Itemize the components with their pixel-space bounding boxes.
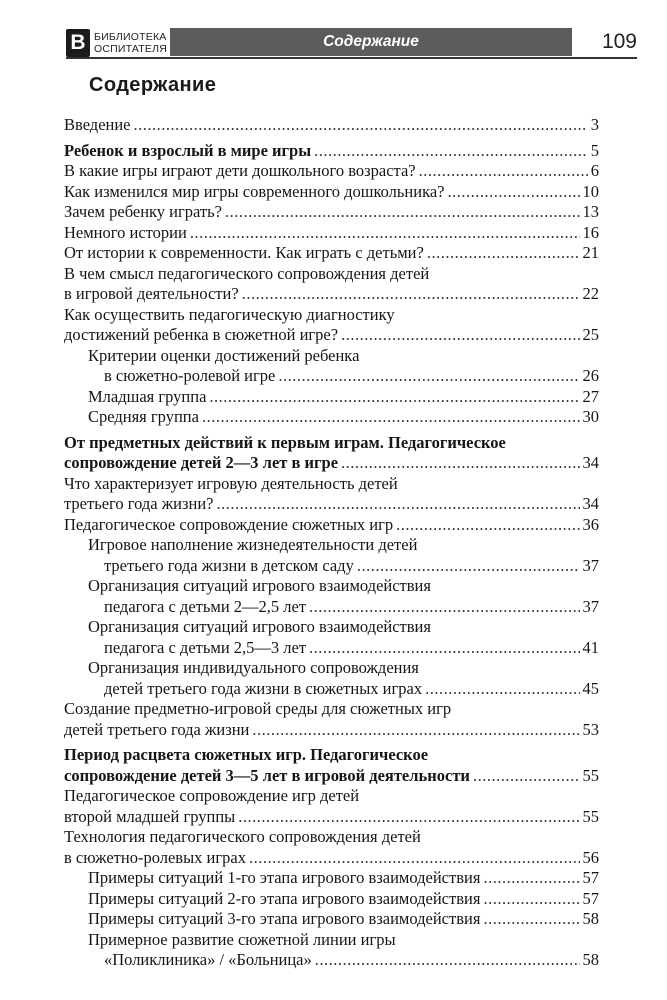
toc-page-number: 37 — [582, 555, 599, 575]
toc-page-number: 45 — [582, 678, 599, 698]
toc-entry-title: детей третьего года жизни — [64, 719, 250, 739]
toc-entry[interactable] — [64, 868, 599, 889]
toc-page-number: 37 — [582, 596, 599, 616]
toc-page-number: 16 — [582, 222, 599, 242]
toc-page-number: 10 — [582, 181, 599, 201]
toc-page-number: 55 — [582, 806, 599, 826]
toc-entry[interactable] — [64, 786, 599, 827]
toc-entry-title: Зачем ребенку играть? — [64, 202, 222, 221]
toc-entry-title: Введение — [64, 115, 131, 134]
dot-leader — [209, 387, 579, 408]
toc-entry-title-line: Период расцвета сюжетных игр. Педагогическое — [64, 745, 429, 764]
toc-entry-title-line: Как осуществить педагогическую диагностику — [64, 304, 395, 324]
toc-page-number: 6 — [590, 161, 599, 180]
toc-entry-title: В какие игры играют дети дошкольного возраста? — [64, 161, 416, 180]
toc-entry-title: От истории к современности. Как играть с детьми? — [64, 243, 424, 262]
toc-entry-title: в сюжетно-ролевых играх — [64, 847, 246, 867]
toc-page-number: 21 — [582, 243, 599, 262]
toc-entry[interactable] — [64, 827, 599, 868]
toc-entry-title: Как изменился мир игры современного дошкольника? — [64, 181, 445, 201]
toc-page-number: 57 — [582, 868, 599, 887]
logo-line-2: ОСПИТАТЕЛЯ — [94, 43, 167, 55]
toc-entry[interactable] — [64, 243, 599, 264]
dot-leader — [309, 597, 579, 618]
toc-entry[interactable] — [64, 407, 599, 428]
toc-entry[interactable] — [64, 433, 599, 474]
dot-leader — [483, 868, 579, 889]
toc-entry[interactable] — [64, 909, 599, 930]
toc-page-number: 57 — [582, 888, 599, 908]
toc-entry[interactable] — [64, 617, 599, 658]
toc-entry-title: детей третьего года жизни в сюжетных играх — [104, 678, 423, 698]
toc-entry[interactable] — [64, 535, 599, 576]
toc-page-number: 34 — [582, 453, 599, 472]
running-header — [66, 28, 637, 58]
dot-leader — [252, 720, 579, 741]
series-logo — [66, 28, 166, 58]
dot-leader — [249, 848, 580, 869]
toc-entry[interactable] — [64, 305, 599, 346]
dot-leader — [225, 202, 580, 223]
dot-leader — [419, 161, 588, 182]
dot-leader — [190, 223, 580, 244]
toc-page-number: 58 — [582, 909, 599, 928]
toc-page-number: 34 — [582, 494, 599, 513]
toc-page-number: 5 — [590, 140, 599, 160]
toc-entry-title: достижений ребенка в сюжетной игре? — [64, 325, 339, 344]
toc-entry-title-line: Организация ситуаций игрового взаимодействия — [88, 576, 431, 595]
section-title: Содержание — [323, 33, 419, 50]
toc-entry[interactable] — [64, 387, 599, 408]
dot-leader — [341, 453, 579, 474]
toc-page-number: 22 — [582, 284, 599, 303]
toc-entry-title-line: Организация ситуаций игрового взаимодействия — [88, 617, 431, 636]
toc-entry[interactable] — [64, 161, 599, 182]
toc-page-number: 25 — [582, 325, 599, 344]
toc-entry-title: Примеры ситуаций 3-го этапа игрового взаимодействия — [88, 909, 481, 928]
dot-leader — [242, 284, 580, 305]
toc-page-number: 41 — [582, 637, 599, 657]
toc-entry-title: Педагогическое сопровождение сюжетных игр — [64, 514, 394, 534]
toc-entry[interactable] — [64, 264, 599, 305]
toc-entry-title: третьего года жизни в детском саду — [104, 555, 354, 575]
toc-entry-title: педагога с детьми 2,5—3 лет — [104, 637, 307, 657]
toc-entry-title: сопровождение детей 2—3 лет в игре — [64, 453, 339, 472]
page-number: 109 — [601, 30, 637, 53]
dot-leader — [448, 182, 580, 203]
toc-page-number: 30 — [582, 407, 599, 426]
logo-letter: B — [66, 29, 90, 57]
toc-entry[interactable] — [64, 202, 599, 223]
dot-leader — [341, 325, 579, 346]
toc-entry-title-line: Технология педагогического сопровождения детей — [64, 827, 421, 846]
toc-entry-title: второй младшей группы — [64, 806, 236, 826]
section-bar — [170, 28, 572, 56]
toc-entry[interactable] — [64, 745, 599, 786]
dot-leader — [425, 679, 579, 700]
dot-leader — [314, 141, 588, 162]
toc-entry[interactable] — [64, 699, 599, 740]
toc-entry-title: Средняя группа — [88, 407, 199, 426]
toc-entry-title-line: В чем смысл педагогического сопровождения детей — [64, 263, 430, 283]
toc-entry-title: «Поликлиника» / «Больница» — [104, 950, 312, 969]
toc-page-number: 13 — [582, 202, 599, 221]
dot-leader — [309, 638, 579, 659]
toc-page-number: 26 — [582, 366, 599, 385]
logo-text — [94, 31, 167, 55]
table-of-contents — [64, 115, 599, 971]
toc-entry-title: педагога с детьми 2—2,5 лет — [104, 596, 307, 616]
page-title: Содержание — [89, 74, 217, 96]
dot-leader — [483, 909, 579, 930]
toc-page-number: 27 — [582, 386, 599, 406]
toc-entry[interactable] — [64, 474, 599, 515]
toc-entry-title: в игровой деятельности? — [64, 284, 239, 303]
toc-page-number: 53 — [582, 719, 599, 739]
toc-page-number: 3 — [590, 115, 599, 134]
dot-leader — [216, 494, 579, 515]
toc-page-number: 58 — [582, 950, 599, 969]
toc-entry[interactable] — [64, 930, 599, 971]
dot-leader — [278, 366, 579, 387]
dot-leader — [315, 950, 580, 971]
toc-entry-title: третьего года жизни? — [64, 494, 214, 513]
dot-leader — [202, 407, 580, 428]
toc-entry-title-line: От предметных действий к первым играм. Педагогическое — [64, 432, 506, 452]
toc-page-number: 36 — [582, 514, 599, 534]
toc-entry[interactable] — [64, 223, 599, 244]
toc-entry-title: Немного истории — [64, 222, 187, 242]
toc-entry-title-line: Примерное развитие сюжетной линии игры — [88, 929, 396, 949]
toc-entry-title: Ребенок и взрослый в мире игры — [64, 140, 312, 160]
toc-entry-title: Примеры ситуаций 1-го этапа игрового взаимодействия — [88, 868, 481, 887]
toc-entry-title-line: Критерии оценки достижений ребенка — [88, 345, 360, 365]
logo-line-1: БИБЛИОТЕКА — [94, 31, 167, 43]
toc-entry-title-line: Педагогическое сопровождение игр детей — [64, 786, 360, 805]
dot-leader — [473, 766, 580, 787]
toc-entry[interactable] — [64, 182, 599, 203]
toc-entry-title-line: Что характеризует игровую деятельность детей — [64, 473, 398, 493]
toc-entry-title: Младшая группа — [88, 386, 207, 406]
dot-leader — [134, 115, 588, 136]
toc-entry-title-line: Создание предметно-игровой среды для сюжетных игр — [64, 699, 452, 718]
toc-entry-title: сопровождение детей 3—5 лет в игровой деятельности — [64, 765, 470, 785]
toc-entry[interactable] — [64, 515, 599, 536]
toc-entry-title-line: Организация индивидуального сопровождения — [88, 658, 419, 677]
dot-leader — [357, 556, 580, 577]
toc-entry[interactable] — [64, 115, 599, 136]
header-rule — [66, 57, 637, 59]
toc-page-number: 56 — [582, 847, 599, 867]
dot-leader — [427, 243, 580, 264]
toc-entry-title: в сюжетно-ролевой игре — [104, 366, 276, 385]
toc-entry[interactable] — [64, 141, 599, 162]
dot-leader — [483, 889, 579, 910]
dot-leader — [396, 515, 579, 536]
toc-entry[interactable] — [64, 576, 599, 617]
toc-page-number: 55 — [582, 765, 599, 785]
toc-entry-title-line: Игровое наполнение жизнедеятельности детей — [88, 535, 418, 554]
toc-entry-title: Примеры ситуаций 2-го этапа игрового взаимодействия — [88, 888, 481, 908]
toc-entry[interactable] — [64, 658, 599, 699]
dot-leader — [238, 807, 579, 828]
toc-entry[interactable] — [64, 346, 599, 387]
toc-entry[interactable] — [64, 889, 599, 910]
